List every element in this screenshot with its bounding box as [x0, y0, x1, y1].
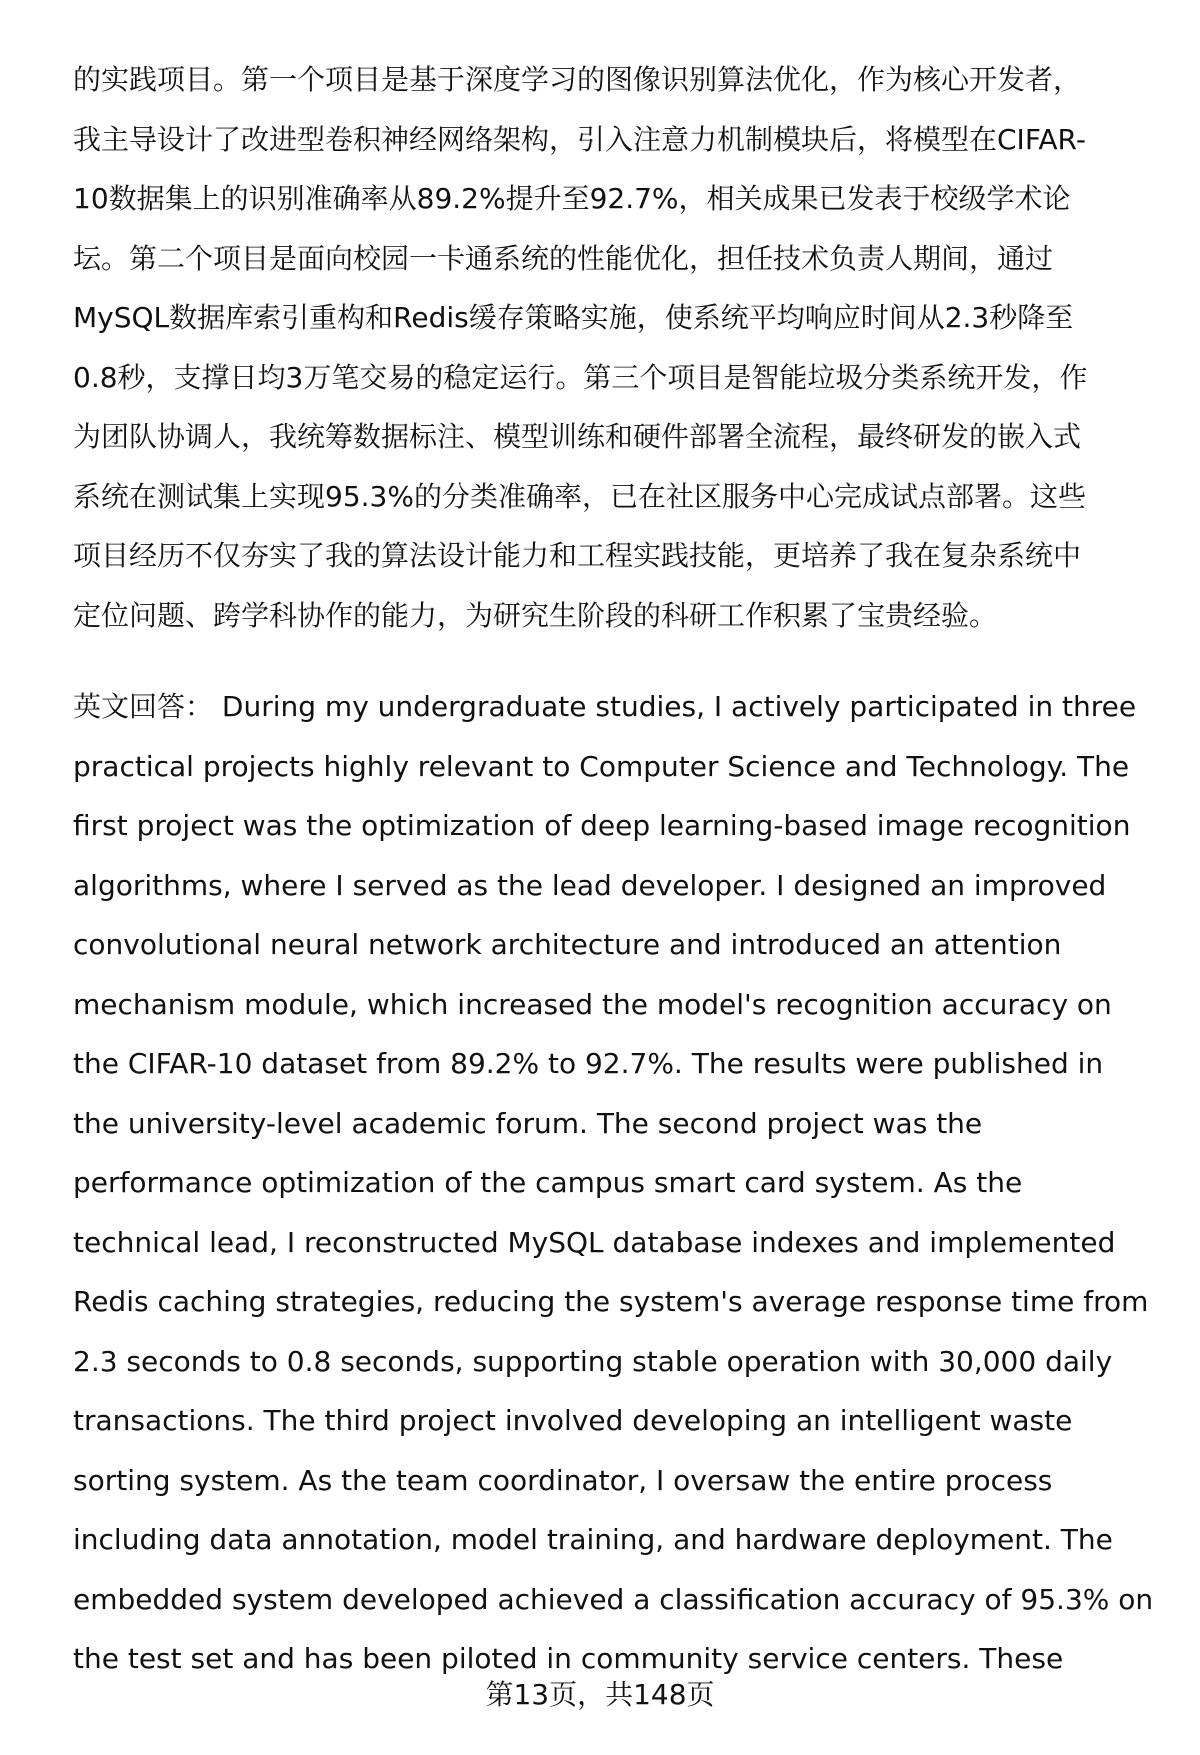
english-text-line: first project was the optimization of deep learning-based image recognition [73, 809, 1131, 842]
english-text-line: transactions. The third project involved developing an intelligent waste [73, 1404, 1073, 1437]
english-text-line: practical projects highly relevant to Computer Science and Technology. The [73, 749, 1130, 783]
english-text-line: Redis caching strategies, reducing the system's average response time from [73, 1285, 1149, 1318]
english-text-line: embedded system developed achieved a classification accuracy of 95.3% on [73, 1582, 1154, 1616]
chinese-text-line: 我主导设计了改进型卷积神经网络架构，引入注意力机制模块后，将模型在CIFAR- [73, 122, 1086, 156]
english-text-line: the university-level academic forum. The second project was the [73, 1106, 983, 1140]
chinese-text-line: 10数据集上的识别准确率从89.2%提升至92.7%，相关成果已发表于校级学术论 [73, 182, 1071, 215]
chinese-text-line: 坛。第二个项目是面向校园一卡通系统的性能优化，担任技术负责人期间，通过 [73, 241, 1054, 275]
chinese-text-line: 0.8秒，支撑日均3万笔交易的稳定运行。第三个项目是智能垃圾分类系统开发，作 [73, 360, 1088, 394]
english-text-line: 2.3 seconds to 0.8 seconds, supporting stable operation with 30,000 daily [73, 1344, 1113, 1378]
english-text-line: the CIFAR-10 dataset from 89.2% to 92.7%. The results were published in [73, 1047, 1104, 1080]
chinese-text-line: 的实践项目。第一个项目是基于深度学习的图像识别算法优化，作为核心开发者， [73, 63, 1082, 96]
chinese-text-line: 项目经历不仅夯实了我的算法设计能力和工程实践技能，更培养了我在复杂系统中 [73, 539, 1082, 572]
english-text-line: sorting system. As the team coordinator, I oversaw the entire process [73, 1463, 1053, 1497]
english-text-line: convolutional neural network architecture and introduced an attention [73, 928, 1062, 961]
english-text-line: mechanism module, which increased the model's recognition accuracy on [73, 987, 1112, 1021]
english-text-line: algorithms, where I served as the lead developer. I designed an improved [73, 868, 1107, 902]
english-text-line: performance optimization of the campus smart card system. As the [73, 1166, 1023, 1199]
page-number: 第13页，共148页 [485, 1678, 715, 1711]
english-text-line: 英文回答： During my undergraduate studies, I actively participated in three [73, 690, 1137, 723]
chinese-text-line: 定位问题、跨学科协作的能力，为研究生阶段的科研工作积累了宝贵经验。 [73, 598, 998, 632]
chinese-text-line: 系统在测试集上实现95.3%的分类准确率，已在社区服务中心完成试点部署。这些 [73, 479, 1086, 513]
chinese-text-line: MySQL数据库索引重构和Redis缓存策略实施，使系统平均响应时间从2.3秒降至 [73, 301, 1074, 334]
english-text-line: the test set and has been piloted in community service centers. These [73, 1642, 1064, 1675]
chinese-text-line: 为团队协调人，我统筹数据标注、模型训练和硬件部署全流程，最终研发的嵌入式 [73, 420, 1082, 453]
english-text-line: technical lead, I reconstructed MySQL database indexes and implemented [73, 1225, 1116, 1259]
english-text-line: including data annotation, model training, and hardware deployment. The [73, 1523, 1113, 1556]
